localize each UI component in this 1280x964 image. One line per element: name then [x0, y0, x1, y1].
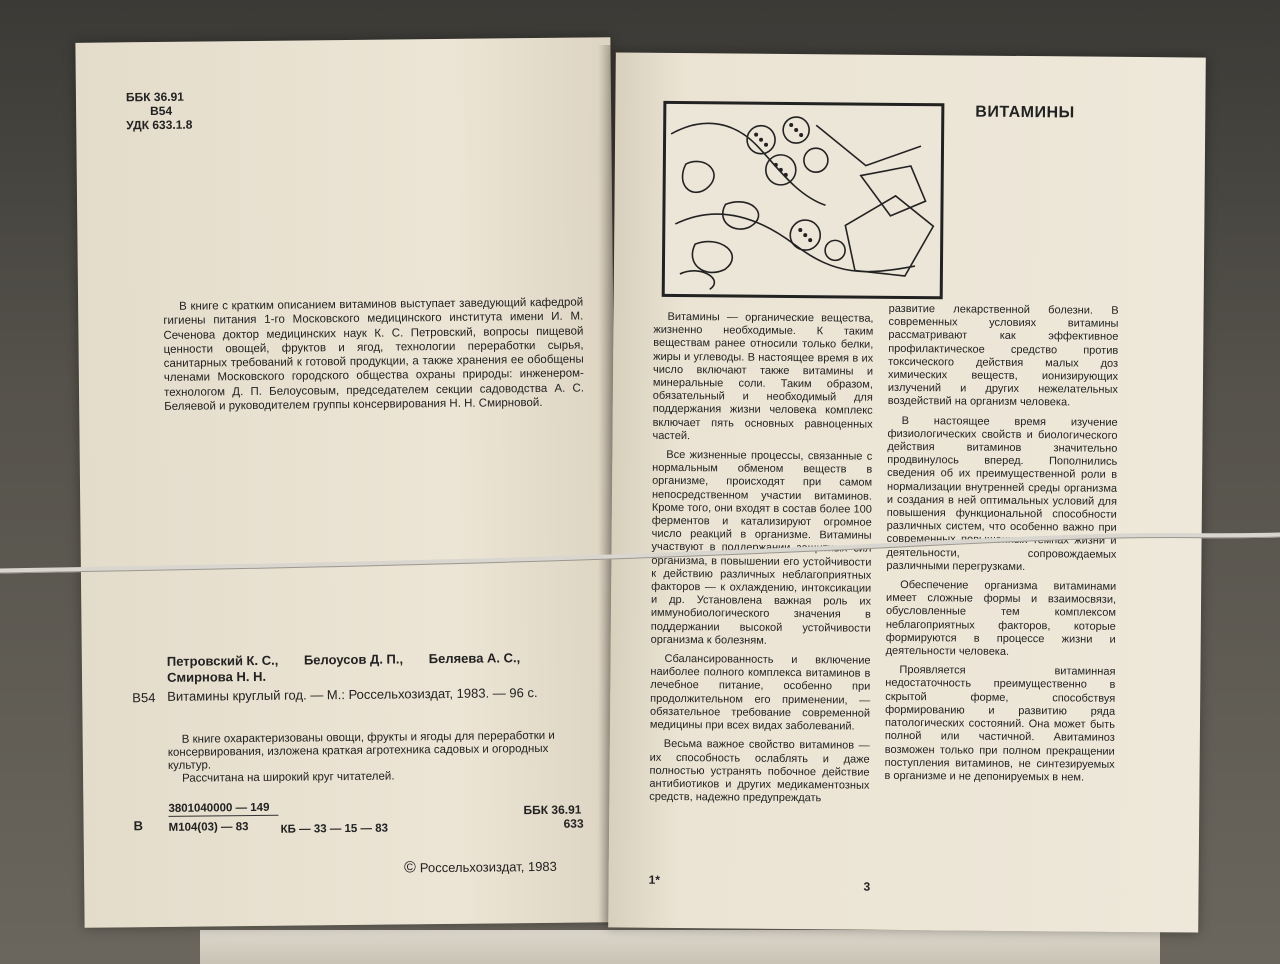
- paragraph: Витамины — органические вещества, жизненно необходимые. К таким веществам ранее относили только белки, жиры и углеводы. В настоящее время в их число включают также витамины и минеральные соли. Таким образом, обязательный и необходимый для поддержания жизни человека комплекс включает пять основных равноценных частей.: [652, 310, 874, 442]
- copyright-text: Россельхозиздат, 1983: [419, 858, 557, 876]
- right-page: [608, 52, 1206, 932]
- bbk-footer: [523, 803, 583, 832]
- bbk-footer-code: ББК 36.91: [523, 802, 582, 818]
- page-heading: ВИТАМИНЫ: [975, 103, 1075, 122]
- annotation-text: В книге охарактеризованы овощи, фрукты и ягоды для переработки и консервирования, изложена краткая агротехника садовых и огородных культур.: [167, 729, 555, 772]
- isbn-kb: КБ — 33 — 15 — 83: [280, 822, 389, 836]
- intro-text: [163, 296, 584, 415]
- paragraph: Проявляется витаминная недостаточность преимущественно в скрытой форме, способствуя формированию и развитию ряда патологических состояний. Она может быть полной или частичной. Авитаминоз возможен только при полном прекращении поступления витаминов, не синтезируемых в организме и не депонируемых в нем.: [884, 664, 1116, 784]
- copyright: [404, 858, 557, 878]
- left-page: [75, 37, 619, 928]
- author-1: Петровский К. С.,: [166, 652, 279, 669]
- bbk-footer-sub: 633: [563, 816, 584, 831]
- paragraph: Сбалансированность и включение наиболее полного комплекса витаминов в лечебное питание, особенно при продолжительном его применении, — обязательное требование современной медицины при всех видах заболеваний.: [649, 652, 871, 733]
- paragraph: Весьма важное свойство витаминов — их способность ослаблять и даже полностью устранять побочное действие антибиотиков и других медикаментозных средств, надежно предупреждать: [649, 738, 870, 805]
- catalog-label: В54: [132, 690, 156, 706]
- catalog-codes: [126, 90, 193, 133]
- text-column-right: [884, 303, 1118, 791]
- bibliographic-title: Витамины круглый год. — М.: Россельхозиздат, 1983. — 96 с.: [167, 685, 538, 704]
- paragraph: Обеспечение организма витаминами имеет сложные формы и взаимосвязи, обусловленные тем комплексом неблагоприятных факторов, которые формируются в процессе жизни и деятельности человека.: [885, 579, 1117, 658]
- isbn-prefix: В: [133, 818, 144, 834]
- intro-paragraph: В книге с кратким описанием витаминов выступает заведующий кафедрой гигиены питания 1-го Московского медицинского института имени И. М. Сеченова доктор медицинских наук К. С. Петровский, вопросы пищевой ценности овощей, фруктов и ягод, технологии переработки сырья, санитарных требований к готовой продукции, а также хранения ее обобщены членами Московского городского общества охраны природы: инженером-технологом Д. П. Белоусовым, председателем секции садоводства А. С. Беляевой и руководителем группы консервирования Н. Н. Смирновой.: [163, 296, 585, 413]
- paragraph: Все жизненные процессы, связанные с нормальным обменом веществ в организме, происходят при самом непосредственном участии витаминов. Кроме того, они входят в состав более 100 ферментов и катализируют огромное число реакций в организме. Витамины участвуют в поддержании защитных сил организма, в повышении его устойчивости к действию различных неблагоприятных факторов — к охлаждению, интоксикации и др. Установлена важная роль их иммунобиологического значения в поддержании высокой устойчивости организма к болезням.: [650, 448, 873, 647]
- paragraph: В настоящее время изучение физиологических свойств и биологического действия витаминов значительно продвинулось вперед. Пополнились сведения об их преимущественной роли в нормализации внутренней среды организма и создания в ней оптимальных условий для повышения функциональной способности различных систем, что особенно важно при современных повышенных темпах жизни и деятельности, сопровождаемых различными перегрузками.: [886, 414, 1118, 573]
- udk-code: УДК 633.1.8: [126, 117, 193, 133]
- isbn-line-1: 3801040000 — 149: [168, 801, 278, 817]
- author-3: Беляева А. С.,: [428, 650, 521, 667]
- text-column-left: [649, 311, 873, 812]
- annotation: [168, 729, 589, 785]
- isbn-line-2: М104(03) — 83: [168, 821, 249, 834]
- b54-code: В54: [150, 103, 173, 119]
- isbn-block: [168, 801, 389, 836]
- copyright-icon: ©: [403, 859, 416, 877]
- authors-line: [167, 650, 587, 686]
- bbk-code: ББК 36.91: [125, 89, 184, 105]
- author-2: Белоусов Д. П.,: [303, 651, 404, 668]
- berry-illustration: [662, 101, 945, 299]
- page-number: 3: [863, 879, 871, 894]
- author-4: Смирнова Н. Н.: [166, 668, 267, 685]
- berry-engraving-icon: [665, 104, 942, 296]
- signature-mark: 1*: [648, 872, 661, 887]
- audience-text: Рассчитана на широкий круг читателей.: [182, 770, 395, 785]
- paragraph: развитие лекарственной болезни. В современных условиях витамины рассматривают как эффективное профилактическое средство против токсического действия малых доз химических веществ, ионизирующих излучений и других нежелательных воздействий на организм человека.: [887, 302, 1119, 409]
- shelf-edge: [200, 930, 1160, 964]
